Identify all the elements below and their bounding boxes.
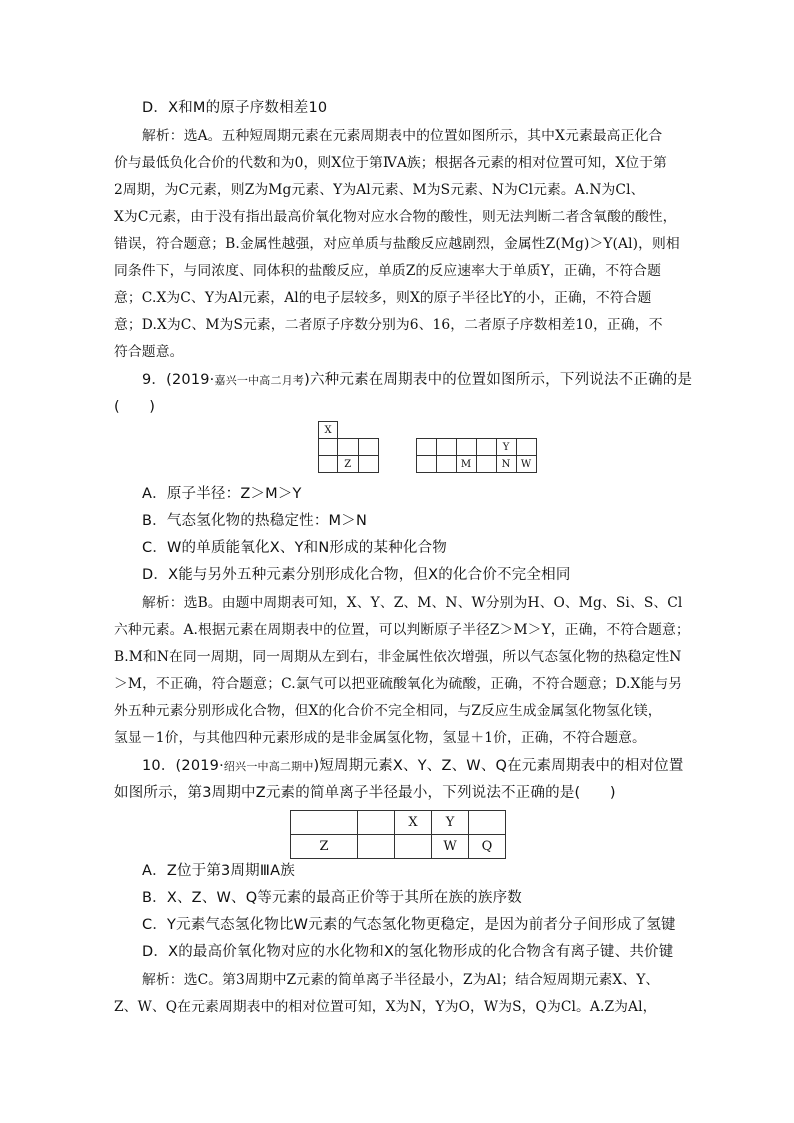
table-cell: Y	[432, 811, 469, 835]
q10-stem-line2: 如图所示，第3周期中Z元素的简单离子半径最小，下列说法不正确的是( )	[114, 785, 616, 801]
q8-analysis-line: 意；C.X为C、Y为Al元素，Al的电子层较多，则X的原子半径比Y的小，正确，不符合题	[114, 290, 652, 306]
q9-analysis-line: 氢显－1价，与其他四种元素形成的是非金属氢化物，氢显＋1价，正确，不符合题意。	[114, 730, 646, 746]
q9-option-c: C．W的单质能氧化X、Y和N形成的某种化合物	[142, 540, 447, 556]
q9-stem	[142, 370, 693, 391]
table-cell: Q	[469, 835, 506, 859]
table-cell: Z	[338, 456, 359, 473]
q9-stem-text: )六种元素在周期表中的位置如图所示，下列说法不正确的是	[304, 372, 693, 388]
table-cell	[358, 811, 395, 835]
q10-option-c: C．Y元素气态氢化物比W元素的气态氢化物更稳定，是因为前者分子间形成了氢键	[142, 917, 676, 933]
q10-stem-text: )短周期元素X、Y、Z、W、Q在元素周期表中的相对位置	[313, 758, 684, 774]
q9-analysis-line: B.M和N在同一周期，同一周期从左到右，非金属性依次增强，所以气态氢化物的热稳定性N	[114, 649, 682, 665]
table-cell	[395, 835, 432, 859]
q9-option-a: A．原子半径：Z＞M＞Y	[142, 486, 302, 502]
q10-source: 绍兴一中高二期中	[223, 760, 314, 773]
q10-number: 10．(2019·	[142, 758, 224, 774]
q8-analysis-line: 错误，符合题意；B.金属性越强，对应单质与盐酸反应越剧烈，金属性Z(Mg)＞Y(Al)，则相	[114, 236, 680, 252]
table-cell: W	[516, 456, 536, 473]
q10-analysis-line: Z、W、Q在元素周期表中的相对位置可知，X为N，Y为O，W为S，Q为Cl。A.Z为Al，	[114, 999, 657, 1015]
q8-analysis-line: 解析：选A。五种短周期元素在元素周期表中的位置如图所示，其中X元素最高正化合	[142, 128, 663, 144]
table-cell: N	[496, 456, 516, 473]
table-cell: X	[319, 422, 338, 439]
q8-analysis-line: 同条件下，与同浓度、同体积的盐酸反应，单质Z的反应速率大于单质Y，正确，不符合题	[114, 263, 661, 279]
table-cell: Z	[291, 835, 358, 859]
table-cell	[291, 811, 358, 835]
q8-analysis-line: 符合题意。	[114, 344, 184, 360]
q10-option-a: A．Z位于第3周期ⅢA族	[142, 863, 295, 879]
q9-option-b: B．气态氢化物的热稳定性：M＞N	[142, 513, 368, 529]
q8-analysis-line: 2周期，为C元素，则Z为Mg元素、Y为Al元素、M为S元素、N为Cl元素。A.N为Cl、	[114, 182, 645, 198]
q8-option-d: D．X和M的原子序数相差10	[142, 100, 328, 116]
table-cell: W	[432, 835, 469, 859]
q9-analysis-line: ＞M，不正确，符合题意；C.氯气可以把亚硫酸氧化为硫酸，正确，不符合题意；D.X能与另	[114, 676, 683, 692]
table-cell: X	[395, 811, 432, 835]
q9-option-d: D．X能与另外五种元素分别形成化合物，但X的化合价不完全相同	[142, 567, 571, 583]
q8-analysis-line: 价与最低负化合价的代数和为0，则X位于第ⅣA族；根据各元素的相对位置可知，X位于第	[114, 155, 667, 171]
table-cell	[469, 811, 506, 835]
q9-source: 嘉兴一中高二月考	[214, 374, 305, 387]
q10-option-b: B．X、Z、W、Q等元素的最高正价等于其所在族的族序数	[142, 890, 522, 906]
q10-analysis-line: 解析：选C。第3周期中Z元素的简单离子半径最小，Z为Al；结合短周期元素X、Y、	[142, 972, 660, 988]
q9-periodic-table	[318, 421, 557, 473]
q8-analysis-line: X为C元素，由于没有指出最高价氧化物对应水合物的酸性，则无法判断二者含氧酸的酸性，	[114, 209, 677, 225]
q9-analysis-line: 六种元素。A.根据元素在周期表中的位置，可以判断原子半径Z＞M＞Y，正确，不符合题意；	[114, 622, 690, 638]
q9-number: 9．(2019·	[142, 372, 215, 388]
table-cell: Y	[496, 439, 516, 456]
q10-option-d: D．X的最高价氧化物对应的水化物和X的氢化物形成的化合物含有离子键、共价键	[142, 944, 674, 960]
q10-periodic-table	[290, 810, 506, 859]
q9-analysis-line: 解析：选B。由题中周期表可知，X、Y、Z、M、N、W分别为H、O、Mg、Si、S、Cl	[142, 595, 683, 611]
q9-analysis-line: 外五种元素分别形成化合物，但X的化合价不完全相同，与Z反应生成金属氢化物氢化镁，	[114, 703, 662, 719]
q10-stem	[142, 756, 682, 777]
table-cell	[358, 835, 395, 859]
q8-analysis-line: 意；D.X为C、M为S元素，二者原子序数分别为6、16，二者原子序数相差10，正确，不	[114, 317, 663, 333]
table-cell: M	[456, 456, 476, 473]
q9-paren: ( )	[114, 399, 156, 415]
